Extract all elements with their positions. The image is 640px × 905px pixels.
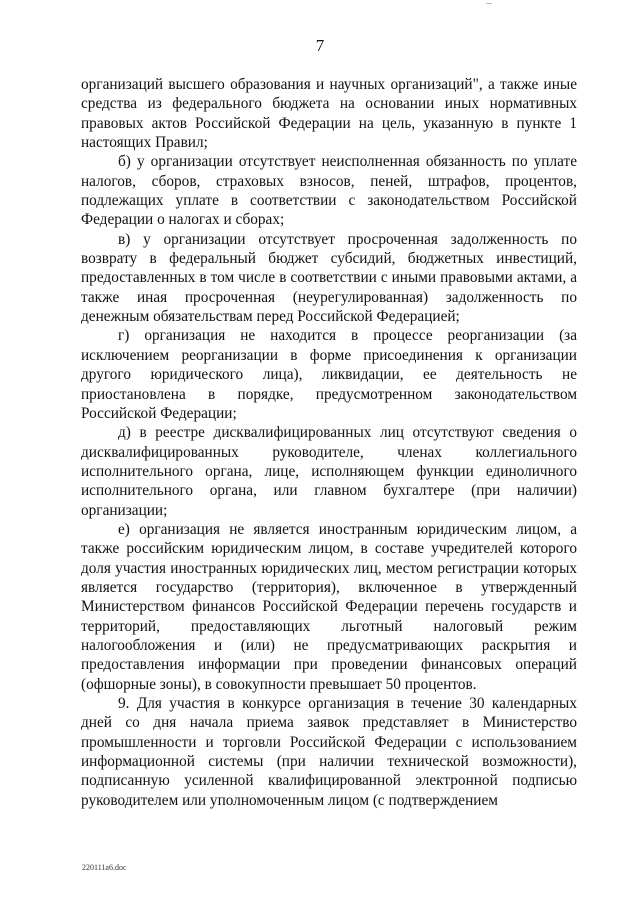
paragraph-continuation: организаций высшего образования и научных организаций", а также иные средства из федерального бюджета на основании иных нормативных правовых актов Российской Федерации на цель, указанную в пункте 1 настоящих Правил; [81,76,577,152]
document-body [81,75,577,810]
file-name-footer: 220111a6.doc [82,863,127,872]
paragraph-item-d: д) в реестре дисквалифицированных лиц отсутствуют сведения о дисквалифицированных руководителе, членах коллегиального исполнительного органа, лице, исполняющем функции единоличного исполнительного органа, или главном бухгалтере (при наличии) организации; [81,424,577,519]
page-number: 7 [315,36,325,55]
scan-edge-mark [486,0,492,4]
paragraph-item-b: б) у организации отсутствует неисполненная обязанность по уплате налогов, сборов, страховых взносов, пеней, штрафов, процентов, подлежащих уплате в соответствии с законодательством Российской Федерации о налогах и сборах; [81,153,577,229]
paragraph-item-g: г) организация не находится в процессе реорганизации (за исключением реорганизации в форме присоединения к организации другого юридического лица), ликвидации, ее деятельность не приостановлена в порядке, предусмотренном законодательством Российской Федерации; [81,327,577,422]
paragraph-item-e: е) организация не является иностранным юридическим лицом, а также российским юридическим лицом, в составе учредителей которого доля участия иностранных юридических лиц, местом регистрации которых является государство (территория), включенное в утвержденный Министерством финансов Российской Федерации перечень государств и территорий, предоставляющих льготный налоговый режим налогообложения и (или) не предусматривающих раскрытия и предоставления информации при проведении финансовых операций (офшорные зоны), в совокупности превышает 50 процентов. [81,520,577,693]
paragraph-item-v: в) у организации отсутствует просроченная задолженность по возврату в федеральный бюджет субсидий, бюджетных инвестиций, предоставленных в том числе в соответствии с иными правовыми актами, а также иная просроченная (неурегулированная) задолженность по денежным обязательствам перед Российской Федерацией; [81,230,577,326]
paragraph-item-9: 9. Для участия в конкурсе организация в течение 30 календарных дней со дня начала приема заявок представляет в Министерство промышленности и торговли Российской Федерации с использованием информационной системы (при наличии технической возможности), подписанную усиленной квалифицированной электронной подписью руководителем или уполномоченным лицом (с подтверждением [81,695,577,809]
